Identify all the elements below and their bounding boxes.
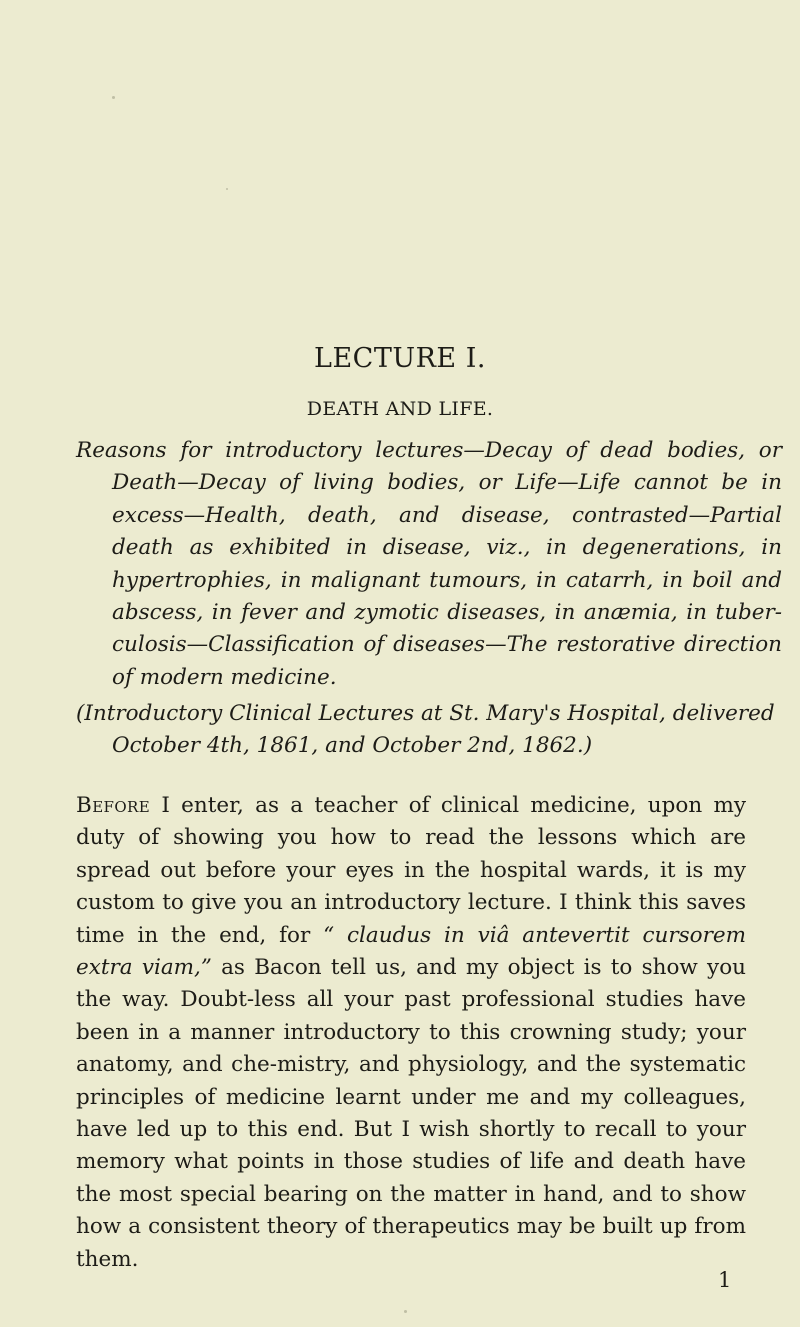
delivery-note: (Introductory Clinical Lectures at St. Mary's Hospital, delivered October 4th, 1861, and October 2nd, 1862.) — [76, 701, 775, 759]
latin-quote: “ claudus in viâ antevertit cursorem extra viam,” — [76, 922, 746, 981]
synopsis-paragraph: Reasons for introductory lectures—Decay of dead bodies, or Death—Decay of living bodies, or Life—Life cannot be in excess—Health, death, and disease, contrasted—Partial death as exhibited in disease, viz., in degenerations, in hypertrophies, in malignant tumours, in catarrh, in boil and abscess, in fever and zymotic diseases, in anæmia, in tuber-culosis—Classification of diseases—The restorative direction of modern medicine. — [76, 438, 782, 690]
lecture-subtitle: DEATH AND LIFE. — [306, 398, 494, 420]
paper-speck — [112, 96, 115, 99]
body-paragraph — [76, 790, 746, 1276]
paper-speck — [226, 188, 228, 190]
opening-word: Before — [76, 793, 151, 818]
lecture-title: LECTURE I. — [314, 343, 486, 374]
body-text-before-quote: I enter, as a teacher of clinical medicine, upon my duty of showing you how to read the lessons which are spread out before your eyes in the hospital wards, it is my custom to give you an introductory lecture. I think this saves time in the end, for — [76, 793, 746, 948]
page-number: 1 — [718, 1268, 732, 1292]
body-text-after-quote: as Bacon tell us, and my object is to show you the way. Doubt-less all your past professional studies have been in a manner introductory to this crowning study; your anatomy, and che-mistry, and physiology, and the systematic principles of medicine learnt under me and my colleagues, have led up to this end. But I wish shortly to recall to your memory what points in those studies of life and death have the most special bearing on the matter in hand, and to show how a consistent theory of therapeutics may be built up from them. — [76, 955, 746, 1272]
paper-speck — [404, 1310, 407, 1313]
